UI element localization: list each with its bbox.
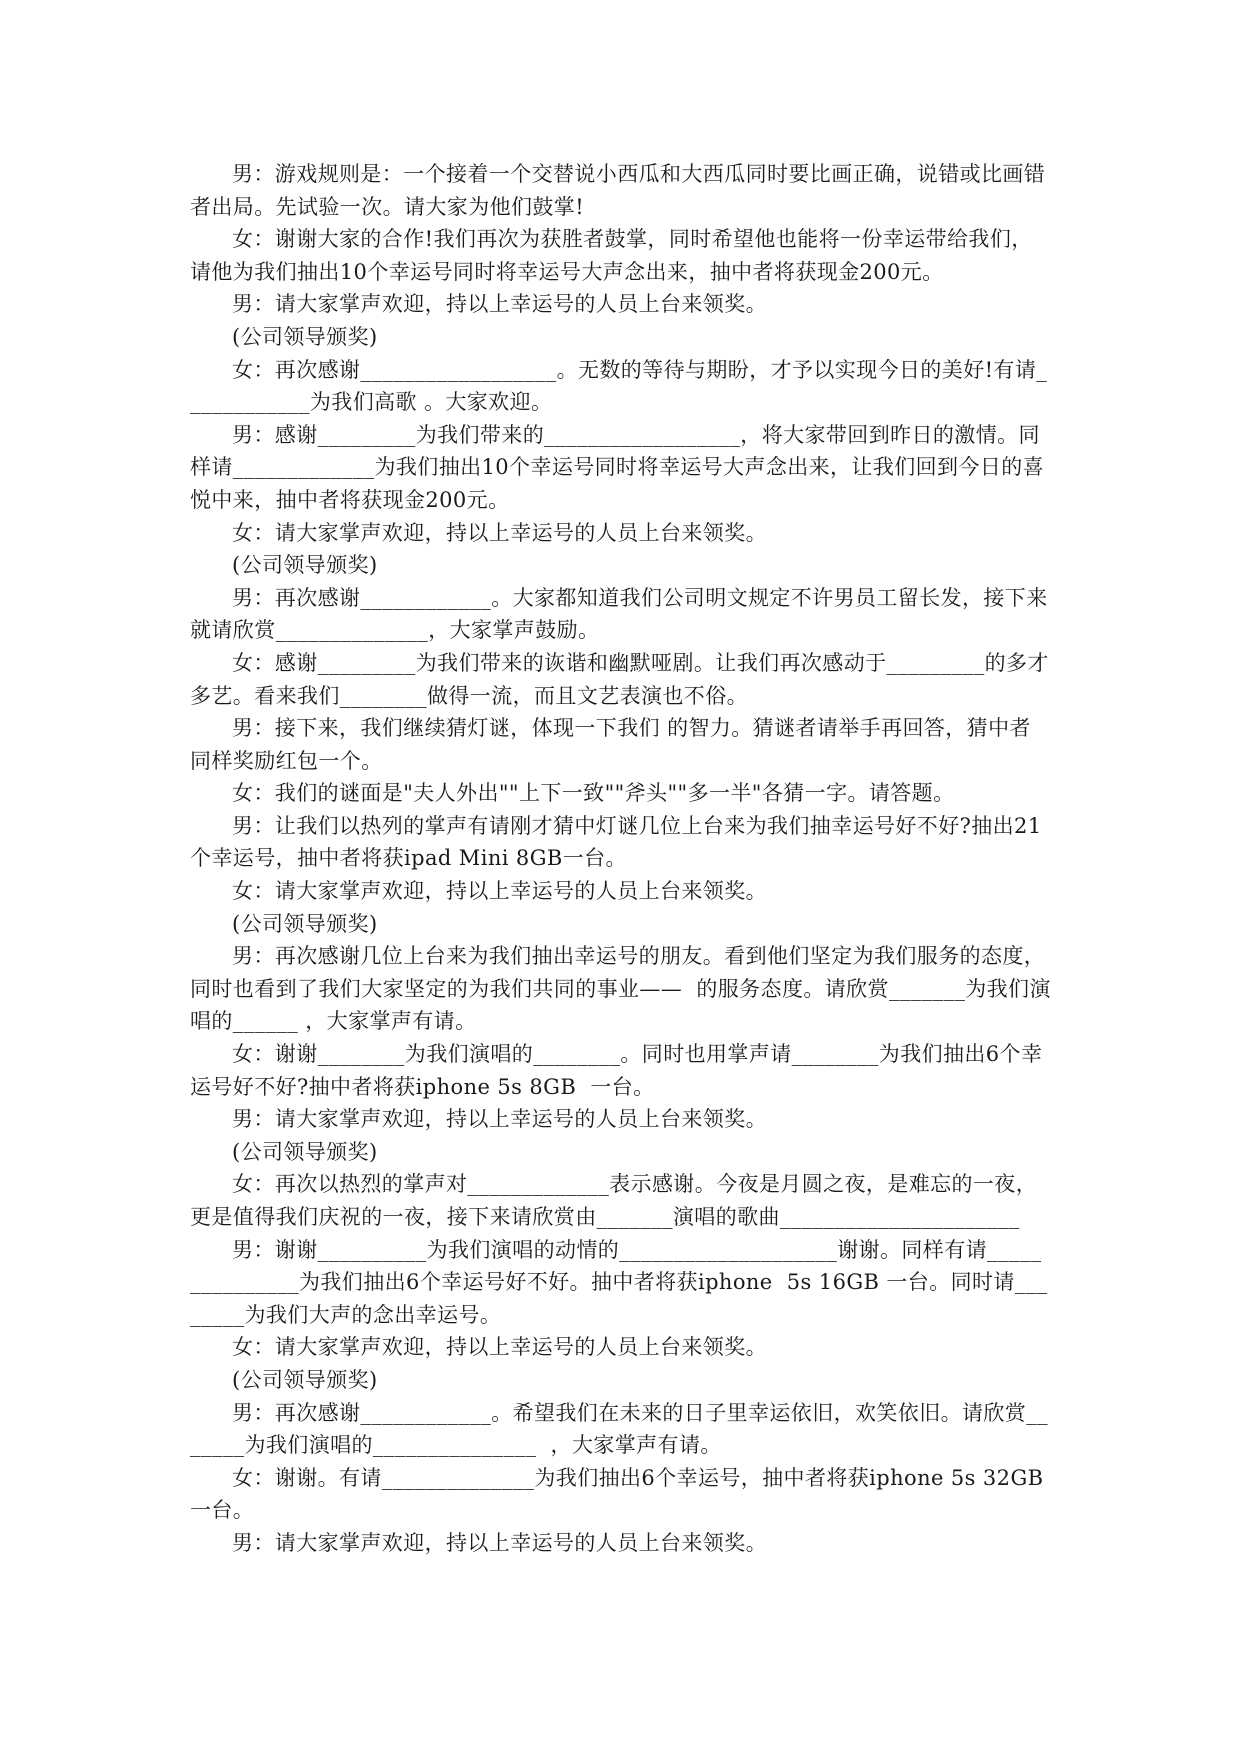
- paragraph: 女：再次感谢__________________。无数的等待与期盼，才予以实现今日的美好!有请____________为我们高歌 。大家欢迎。: [190, 357, 1048, 415]
- paragraph: 男：请大家掌声欢迎，持以上幸运号的人员上台来领奖。: [232, 292, 767, 317]
- paragraph: (公司领导颁奖): [232, 1367, 378, 1392]
- paragraph: 女：感谢_________为我们带来的诙谐和幽默哑剧。让我们再次感动于_________的多才多艺。看来我们________做得一流，而且文艺表演也不俗。: [190, 650, 1049, 708]
- paragraph: 女：请大家掌声欢迎，持以上幸运号的人员上台来领奖。: [232, 520, 767, 545]
- paragraph: 女：请大家掌声欢迎，持以上幸运号的人员上台来领奖。: [232, 879, 767, 904]
- paragraph: 男：请大家掌声欢迎，持以上幸运号的人员上台来领奖。: [232, 1107, 767, 1132]
- paragraph: 女：再次以热烈的掌声对_____________表示感谢。今夜是月圆之夜，是难忘的一夜，更是值得我们庆祝的一夜，接下来请欣赏由_______演唱的歌曲______________________: [190, 1172, 1038, 1229]
- paragraph: 女：请大家掌声欢迎，持以上幸运号的人员上台来领奖。: [232, 1335, 767, 1360]
- paragraph: (公司领导颁奖): [232, 324, 378, 349]
- paragraph: 男：再次感谢____________。希望我们在未来的日子里幸运依旧，欢笑依旧。请欣赏_______为我们演唱的_______________ ，大家掌声有请。: [190, 1400, 1048, 1458]
- paragraph: 女：谢谢大家的合作!我们再次为获胜者鼓掌，同时希望他也能将一份幸运带给我们，请他为我们抽出10个幸运号同时将幸运号大声念出来，抽中者将获现金200元。: [190, 227, 1033, 284]
- paragraph: 男：接下来，我们继续猜灯谜，体现一下我们 的智力。猜谜者请举手再回答，猜中者同样奖励红包一个。: [190, 716, 1031, 773]
- paragraph: 男：游戏规则是：一个接着一个交替说小西瓜和大西瓜同时要比画正确，说错或比画错者出局。先试验一次。请大家为他们鼓掌!: [190, 162, 1046, 219]
- paragraph: 男：感谢_________为我们带来的__________________，将大家带回到昨日的激情。同样请_____________为我们抽出10个幸运号同时将幸运号大声念出来，让我们回到今日的喜悦中来，抽中者将获现金200元。: [190, 422, 1045, 512]
- paragraph: (公司领导颁奖): [232, 1139, 378, 1164]
- paragraph: 女：谢谢。有请______________为我们抽出6个幸运号，抽中者将获iphone 5s 32GB一台。: [190, 1465, 1044, 1523]
- paragraph: 男：再次感谢____________。大家都知道我们公司明文规定不许男员工留长发，接下来就请欣赏______________，大家掌声鼓励。: [190, 585, 1048, 643]
- paragraph: 女：我们的谜面是"夫人外出""上下一致""斧头""多一半"各猜一字。请答题。: [232, 781, 955, 806]
- paragraph: 男：让我们以热列的掌声有请刚才猜中灯谜几位上台来为我们抽幸运号好不好?抽出21个幸运号，抽中者将获ipad Mini 8GB一台。: [190, 813, 1042, 871]
- paragraph: (公司领导颁奖): [232, 911, 378, 936]
- paragraph: 男：再次感谢几位上台来为我们抽出幸运号的朋友。看到他们坚定为我们服务的态度，同时也看到了我们大家坚定的为我们共同的事业—— 的服务态度。请欣赏_______为我们演唱的______ ，大家掌声有请。: [190, 944, 1051, 1034]
- paragraph: (公司领导颁奖): [232, 553, 378, 578]
- paragraph: 男：谢谢__________为我们演唱的动情的____________________谢谢。同样有请_______________为我们抽出6个幸运号好不好。抽中者将获iphone 5s 16GB 一台。同时请________为我们大声的念出幸运号。: [190, 1237, 1048, 1327]
- paragraph: 男：请大家掌声欢迎，持以上幸运号的人员上台来领奖。: [232, 1530, 767, 1555]
- document-body: [190, 158, 1052, 1560]
- paragraph: 女：谢谢________为我们演唱的________。同时也用掌声请________为我们抽出6个幸运号好不好?抽中者将获iphone 5s 8GB 一台。: [190, 1042, 1043, 1099]
